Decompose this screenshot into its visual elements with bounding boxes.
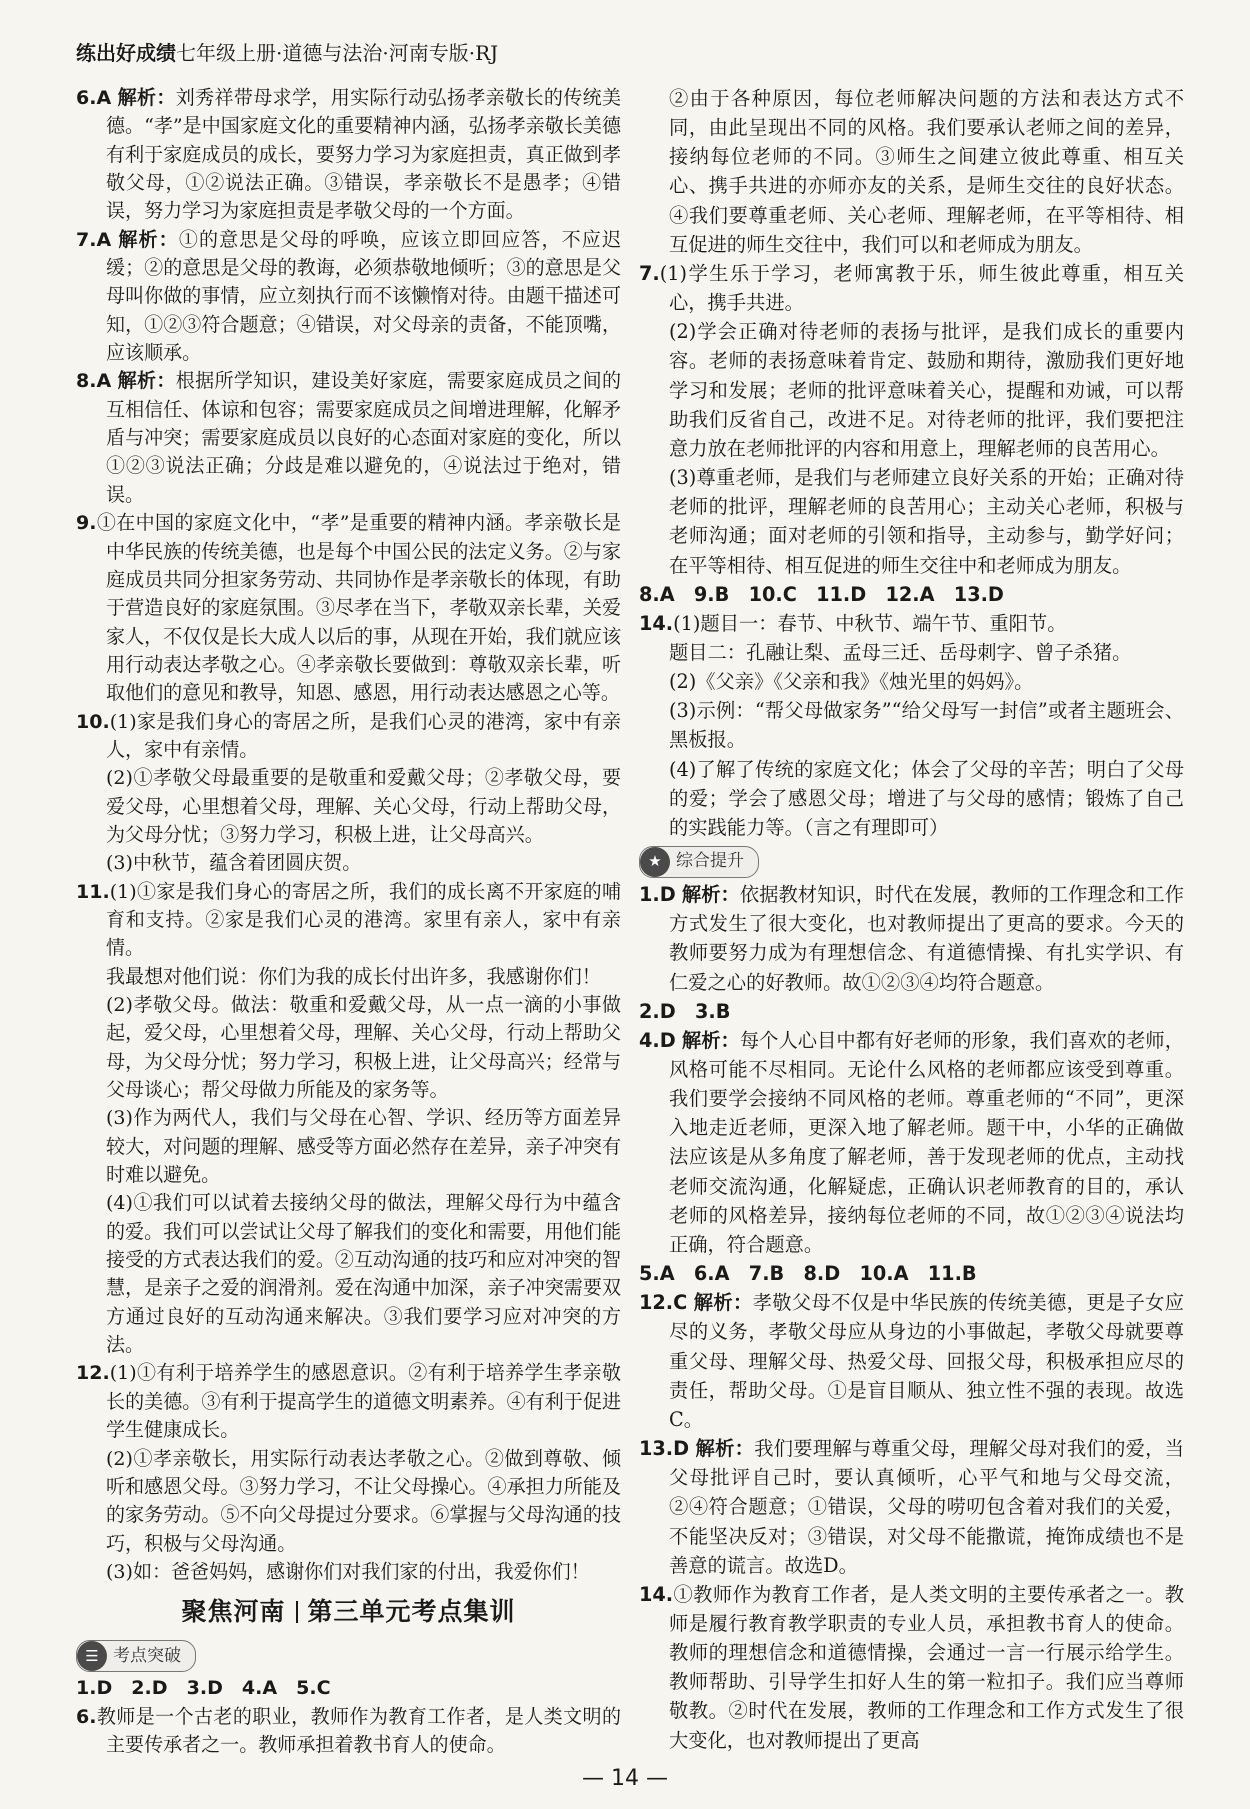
runner-icon: ★ <box>640 847 670 877</box>
page-header <box>76 36 636 70</box>
answer-6: 6.A 解析：刘秀祥带母求学，用实际行动弘扬孝亲敬长的传统美德。“孝”是中国家庭文化的重要精神内涵，弘扬孝亲敬长美德有利于家庭成员的成长，要努力学习为家庭担责，真正做到孝敬父母，①②说法正确。③错误，孝亲敬长不是愚孝；④错误，努力学习为家庭担责是孝敬父母的一个方面。 <box>76 87 621 223</box>
list-icon: ☰ <box>77 1641 107 1671</box>
answer-11-part1: 11.(1)①家是我们身心的寄居之所，我们的成长离不开家庭的哺育和支持。②家是我们心灵的港湾。家里有亲人，家中有亲情。 <box>76 880 621 960</box>
answer-11-part3: (3)作为两代人，我们与父母在心智、学识、经历等方面差异较大，对问题的理解、感受等方面必然存在差异，亲子冲突有时难以避免。 <box>106 1107 621 1187</box>
answer-14-part1b: 题目二：孔融让梨、孟母三迁、岳母刺字、曾子杀猪。 <box>669 640 1132 664</box>
answers-2-3: 2.D 3.B <box>639 999 731 1023</box>
answer-12-part2: (2)①孝亲敬长，用实际行动表达孝敬之心。②做到尊敬、倾听和感恩父母。③努力学习，不让父母操心。④承担力所能及的家务劳动。⑤不向父母提过分要求。⑥掌握与父母沟通的技巧，积极与父母沟通。 <box>106 1447 621 1555</box>
answer-7r-part2: (2)学会正确对待老师的表扬与批评，是我们成长的重要内容。老师的表扬意味着肯定、鼓励和期待，激励我们更好地学习和发展；老师的批评意味着关心，提醒和劝诫，可以帮助我们反省自己，改进不足。对待老师的批评，我们要把注意力放在老师批评的内容和用意上，理解老师的良苦用心。 <box>669 320 1184 460</box>
page-number: — 14 — <box>582 1766 668 1791</box>
answer-8: 8.A 解析：根据所学知识，建设美好家庭，需要家庭成员之间的互相信任、体谅和包容；需要家庭成员之间增进理解，化解矛盾与冲突；需要家庭成员以良好的心态面对家庭的变化，所以①②③说法正确；分歧是难以避免的，④说法过于绝对，错误。 <box>76 370 621 506</box>
answer-14-part3: (3)示例：“帮父母做家务”“给父母写一封信”或者主题班会、黑板报。 <box>669 699 1184 752</box>
section-title: 聚焦河南 第三单元考点集训 <box>181 1597 516 1627</box>
answer-r4: 4.D 解析：每个人心目中都有好老师的形象，我们喜欢的老师，风格可能不尽相同。无论什么风格的老师都应该受到尊重。我们要学会接纳不同风格的老师。尊重老师的“不同”，更深入地走近老师，更深入地了解老师。题干中，小华的正确做法应该是从多角度了解老师，善于发现老师的优点，主动找老师交流沟通，化解疑虑，正确认识老师教育的目的，承认老师的风格差异，接纳每位老师的不同，故①②③④说法均正确，符合题意。 <box>639 1028 1184 1256</box>
answer-r14: 14.①教师作为教育工作者，是人类文明的主要传承者之一。教师是履行教育教学职责的专业人员，承担教书育人的使命。教师的理想信念和道德情操，会通过一言一行展示给学生。教师帮助、引导学生扣好人生的第一粒扣子。我们应当尊师敬教。②时代在发展，教师的工作理念和工作方式发生了很大变化，也对教师提出了更高 <box>639 1582 1184 1752</box>
answers-1-5: 1.D 2.D 3.D 4.A 5.C <box>76 1677 331 1700</box>
answer-10-part3: (3)中秋节，蕴含着团圆庆贺。 <box>106 852 362 875</box>
answer-6b: 6.教师是一个古老的职业，教师作为教育工作者，是人类文明的主要传承者之一。教师承担着教书育人的使命。 <box>76 1705 621 1756</box>
answer-7r-part3: (3)尊重老师，是我们与老师建立良好关系的开始；正确对待老师的批评，理解老师的良苦用心；主动关心老师，积极与老师沟通；面对老师的引领和指导，主动参与，勤学好问；在平等相待、相互促进的师生交往中和老师成为朋友。 <box>669 466 1184 577</box>
answer-11-part1b: 我最想对他们说：你们为我的成长付出许多，我感谢你们！ <box>106 965 601 988</box>
book-brand: 练出好成绩 <box>76 41 176 65</box>
title-divider <box>296 1601 298 1623</box>
answer-r1: 1.D 解析：依据教材知识，时代在发展，教师的工作理念和工作方式发生了很大变化，也对教师提出了更高的要求。今天的教师要努力成为有理想信念、有道德情操、有扎实学识、有仁爱之心的好教师。故①②③④均符合题意。 <box>639 883 1184 994</box>
answer-10-part2: (2)①孝敬父母最重要的是敬重和爱戴父母；②孝敬父母，要爱父母，心里想着父母，理解、关心父母，行动上帮助父母，为父母分忧；③努力学习，积极上进，让父母高兴。 <box>106 767 621 846</box>
answer-14-part4: (4)了解了传统的家庭文化；体会了父母的辛苦；明白了父母的爱；学会了感恩父母；增进了与父母的感情；锻炼了自己的实践能力等。（言之有理即可） <box>669 757 1184 839</box>
right-column <box>639 84 1184 1755</box>
answer-9: 9.①在中国的家庭文化中，“孝”是重要的精神内涵。孝亲敬长是中华民族的传统美德，也是每个中国公民的法定义务。②与家庭成员共同分担家务劳动、共同协作是孝亲敬长的体现，有助于营造良好的家庭氛围。③尽孝在当下，孝敬双亲长辈，关爱家人，不仅仅是长大成人以后的事，从现在开始，我们就应该用行动表达孝敬之心。④孝亲敬长要做到：尊敬双亲长辈，听取他们的意见和教导，知恩、感恩，用行动表达感恩之心等。 <box>76 512 621 705</box>
answer-12-part1: 12.(1)①有利于培养学生的感恩意识。②有利于培养学生孝亲敬长的美德。③有利于提高学生的道德文明素养。④有利于促进学生健康成长。 <box>76 1362 621 1442</box>
answer-10-part1: 10.(1)家是我们身心的寄居之所，是我们心灵的港湾，家中有亲人，家中有亲情。 <box>76 710 621 761</box>
answers-8-13: 8.A 9.B 10.C 11.D 12.A 13.D <box>639 582 1004 606</box>
answer-11-part4: (4)①我们可以试着去接纳父母的做法，理解父母行为中蕴含的爱。我们可以尝试让父母了解我们的变化和需要，用他们能接受的方式表达我们的爱。②互动沟通的技巧和应对冲突的智慧，是亲子之爱的润滑剂。爱在沟通中加深，亲子冲突需要双方通过良好的互动沟通来解决。③我们要学习应对冲突的方法。 <box>106 1192 621 1357</box>
answer-r12: 12.C 解析：孝敬父母不仅是中华民族的传统美德，更是子女应尽的义务，孝敬父母应从身边的小事做起，孝敬父母就要尊重父母、理解父母、热爱父母、回报父母，积极承担应尽的责任，帮助父母。①是盲目顺从、独立性不强的表现。故选C。 <box>639 1291 1184 1431</box>
book-subtitle: 七年级上册·道德与法治·河南专版·RJ <box>176 41 499 65</box>
answer-7r-part1: 7.(1)学生乐于学习，老师寓教于乐，师生彼此尊重，相互关心，携手共进。 <box>639 261 1184 315</box>
tag-zonghe-tisheng: ★ 综合提升 <box>639 846 759 878</box>
answer-11-part2: (2)孝敬父母。做法：敬重和爱戴父母，从一点一滴的小事做起，爱父母，心里想着父母，理解、关心父母，行动上帮助父母，为父母分忧；努力学习，积极上进，让父母高兴；经常与父母谈心；帮父母做力所能及的家务等。 <box>106 994 621 1102</box>
left-column <box>76 84 621 1759</box>
answer-12-part3: (3)如：爸爸妈妈，感谢你们对我们家的付出，我爱你们！ <box>106 1560 590 1583</box>
answer-14-part2: (2)《父亲》《父亲和我》《烛光里的妈妈》。 <box>669 670 1034 694</box>
answers-5-11: 5.A 6.A 7.B 8.D 10.A 11.B <box>639 1262 977 1286</box>
answer-r13: 13.D 解析：我们要理解与尊重父母，理解父母对我们的爱，当父母批评自己时，要认真倾听，心平气和地与父母交流，②④符合题意；①错误，父母的唠叨包含着对我们的关爱，不能坚决反对；③错误，对父母不能撒谎，掩饰成绩也不是善意的谎言。故选D。 <box>639 1437 1184 1577</box>
tag-kaodian-tupo: ☰ 考点突破 <box>76 1640 196 1672</box>
answer-7: 7.A 解析：①的意思是父母的呼唤，应该立即回应答，不应迟缓；②的意思是父母的教诲，必须恭敬地倾听；③的意思是父母叫你做的事情，应立刻执行而不该懒惰对待。由题干描述可知，①②③符合题意；④错误，对父母亲的责备，不能顶嘴，应该顺承。 <box>76 228 621 365</box>
answer-14-part1: 14.(1)题目一：春节、中秋节、端午节、重阳节。 <box>639 611 1067 635</box>
answer-6-continued: ②由于各种原因，每位老师解决问题的方法和表达方式不同，由此呈现出不同的风格。我们要承认老师之间的差异，接纳每位老师的不同。③师生之间建立彼此尊重、相互关心、携手共进的亦师亦友的关系，是师生交往的良好状态。④我们要尊重老师、关心老师、理解老师，在平等相待、相互促进的师生交往中，我们可以和老师成为朋友。 <box>669 87 1184 256</box>
